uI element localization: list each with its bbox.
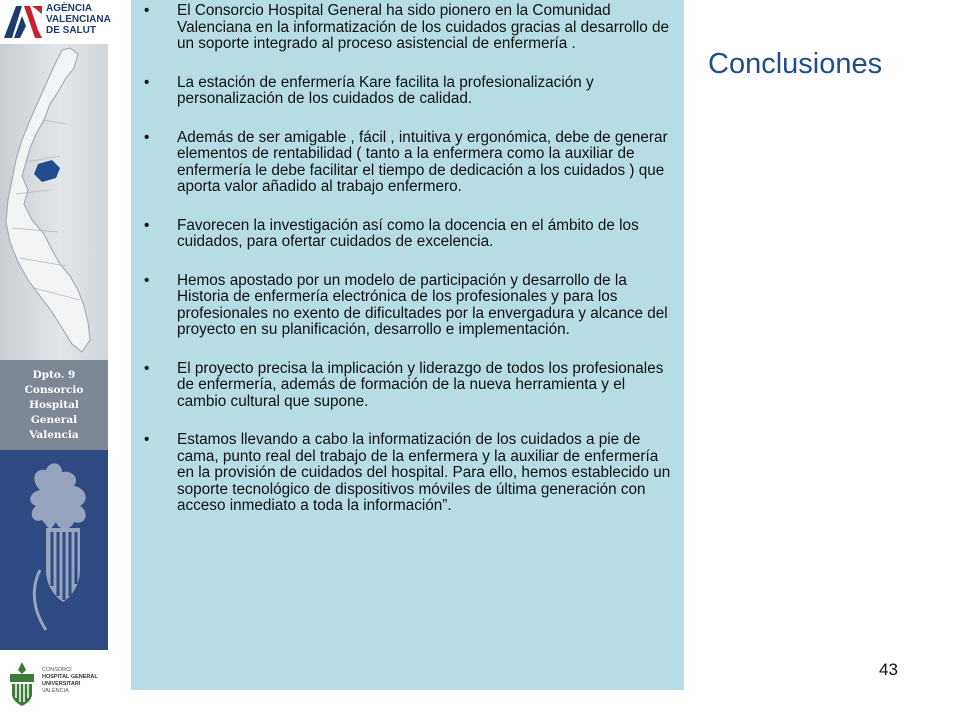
page-number: 43 <box>879 660 898 679</box>
generalitat-valenciana-emblem-icon <box>0 450 108 650</box>
agency-name-line-3: DE SALUT <box>46 25 96 36</box>
conclusion-text: El Consorcio Hospital General ha sido pionero en la Comunidad Valenciana en la informatización de los cuidados gracias al desarrollo de un soporte integrado al proceso asistencial de enfermería . <box>177 2 670 52</box>
agency-name-line-1: AGÈNCIA <box>46 3 93 14</box>
bullet-icon: • <box>144 359 150 377</box>
conclusion-text: Estamos llevando a cabo la informatización de los cuidados a pie de cama, punto real del trabajo de la enfermera y la auxiliar de enfermería en la provisión de cuidados del hospital. Para ello, hemos establecido un soporte tecnológico de dispositivos móviles de última generación con acceso inmediato a toda la información”. <box>177 431 671 514</box>
conclusion-text: La estación de enfermería Kare facilita la profesionalización y personalización de los cuidados de calidad. <box>177 73 594 107</box>
department-line-2: Consorcio <box>24 383 84 396</box>
left-sidebar <box>0 0 111 720</box>
bullet-icon: • <box>144 73 150 91</box>
chgu-logo-icon <box>6 660 38 710</box>
department-line-1: Dpto. 9 <box>32 368 76 381</box>
conclusions-list <box>131 3 684 537</box>
department-line-5: Valencia <box>29 428 79 441</box>
conclusion-text: Además de ser amigable , fácil , intuitiva y ergonómica, debe de generar elementos de rentabilidad ( tanto a la enfermera como la auxiliar de enfermería le debe facilitar el tiempo de dedicación a los cuidados ) que aporta valor añadido al trabajo enfermero. <box>177 128 668 195</box>
agency-name-line-2: VALENCIANA <box>46 14 111 25</box>
conclusion-item <box>131 432 684 515</box>
emblem-panel <box>0 450 108 650</box>
department-line-3: Hospital <box>29 398 79 411</box>
slide-title: Conclusiones <box>708 48 883 80</box>
conclusion-item <box>131 3 684 53</box>
conclusion-item <box>131 75 684 108</box>
bullet-icon: • <box>144 128 150 146</box>
hospital-name-line-4: VALÈNCIA <box>42 688 69 694</box>
conclusion-text: Hemos apostado por un modelo de participación y desarrollo de la Historia de enfermería electrónica de los profesionales y para los profesionales no exento de dificultades por la envergadura y alcance del proyecto en su planificación, desarrollo e implementación. <box>177 271 668 338</box>
bullet-icon: • <box>144 216 150 234</box>
hospital-logo <box>0 650 108 720</box>
conclusion-text: El proyecto precisa la implicación y liderazgo de todos los profesionales de enfermería, además de formación de la nueva herramienta y el cambio cultural que supone. <box>177 359 664 410</box>
hospital-name-line-1: CONSORCI <box>42 667 72 673</box>
department-label <box>0 360 108 450</box>
agencia-valenciana-salut-logo-icon <box>2 4 44 40</box>
conclusions-panel <box>131 0 684 690</box>
bullet-icon: • <box>144 2 150 19</box>
agency-logo <box>0 0 111 44</box>
department-line-4: General <box>30 413 78 426</box>
conclusion-item <box>131 361 684 411</box>
agency-name <box>46 3 111 36</box>
hospital-name-line-2: HOSPITAL GENERAL <box>42 674 98 680</box>
comunitat-valenciana-map-icon <box>0 44 108 360</box>
hospital-name <box>42 667 98 695</box>
conclusion-item <box>131 130 684 196</box>
conclusion-item <box>131 218 684 251</box>
bullet-icon: • <box>144 271 150 289</box>
region-map <box>0 44 108 360</box>
conclusion-text: Favorecen la investigación así como la docencia en el ámbito de los cuidados, para ofertar cuidados de excelencia. <box>177 216 639 250</box>
conclusion-item <box>131 273 684 339</box>
hospital-name-line-3: UNIVERSITARI <box>42 681 81 687</box>
bullet-icon: • <box>144 431 150 448</box>
